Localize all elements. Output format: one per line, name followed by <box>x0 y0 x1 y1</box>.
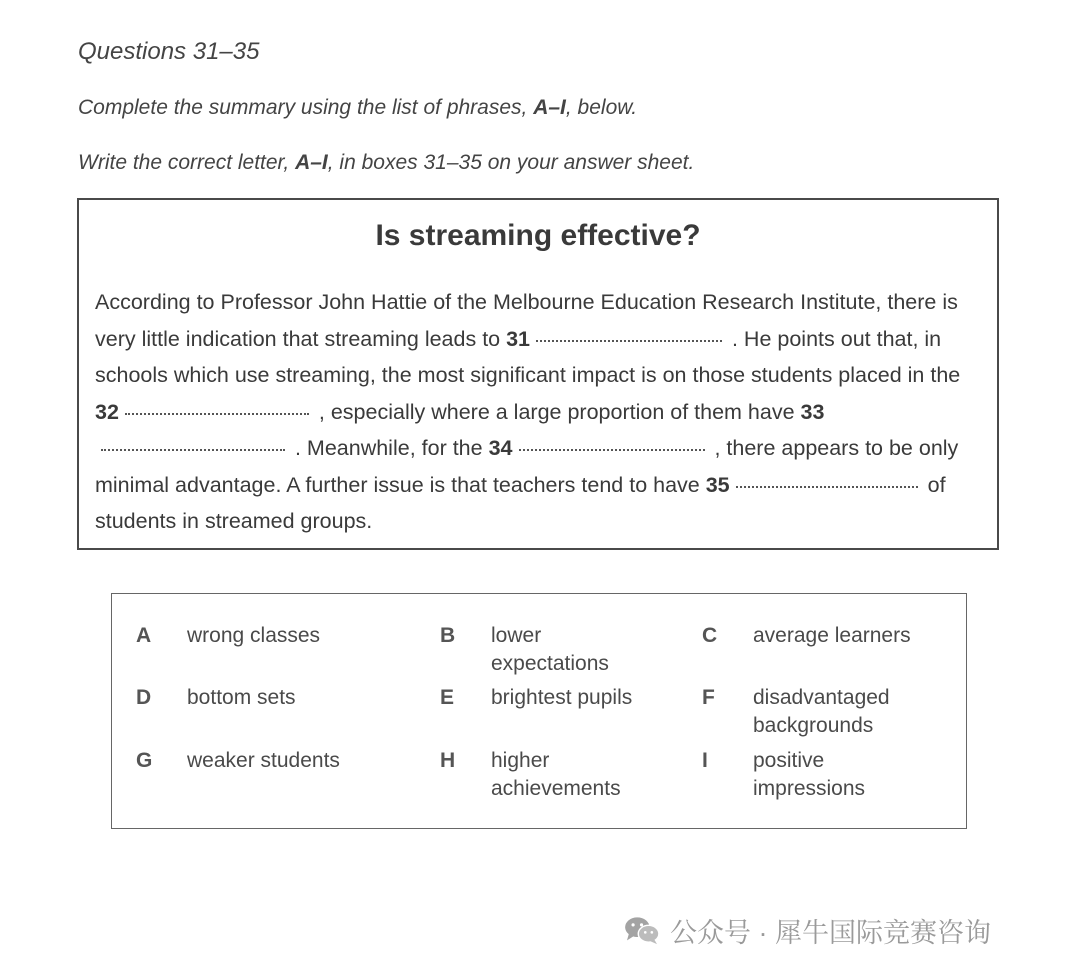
option-letter-a: A <box>136 624 152 647</box>
answer-gap-33 <box>101 449 285 451</box>
question-number-32: 32 <box>95 399 119 424</box>
option-text-g: weaker students <box>187 749 340 772</box>
option-text-i: positive impressions <box>753 749 866 800</box>
phrase-options-box <box>111 593 967 829</box>
questions-heading: Questions 31–35 <box>78 38 260 65</box>
answer-gap-31 <box>536 340 722 342</box>
question-number-33: 33 <box>800 399 825 424</box>
option-text-h: higher achievements <box>491 749 621 800</box>
question-number-34: 34 <box>488 436 513 460</box>
option-letter-g: G <box>136 749 153 772</box>
option-letter-e: E <box>440 686 455 709</box>
option-text-a: wrong classes <box>187 624 321 647</box>
option-text-e: brightest pupils <box>491 686 633 709</box>
question-number-31: 31 <box>506 326 531 351</box>
answer-gap-32 <box>125 413 309 415</box>
option-text-d: bottom sets <box>187 686 296 709</box>
wechat-icon <box>622 915 662 945</box>
instruction-line-2: Write the correct letter, A–I, in boxes 31–35 on your answer sheet. <box>78 151 695 174</box>
summary-paragraph: According to Professor John Hattie of the Melbourne Education Research Institute, there is very little indication that streaming leads to 31 . He points out that, in schools which use streaming, the most significant impact is on those students placed in the 32 , especially where a large proportion of them have 33 . Meanwhile, for the 34 , there appears to be only minimal advantage. A further issue is that teachers tend to have 35 of students in streamed groups. <box>95 290 961 533</box>
option-letter-c: C <box>702 624 718 647</box>
summary-box <box>77 198 999 550</box>
answer-gap-34 <box>519 449 705 451</box>
option-letter-d: D <box>136 686 152 709</box>
option-text-c: average learners <box>753 624 911 647</box>
option-letter-i: I <box>702 749 708 772</box>
option-text-f: disadvantaged backgrounds <box>753 686 890 737</box>
option-letter-b: B <box>440 624 456 647</box>
option-text-b: lower expectations <box>491 624 609 675</box>
option-letter-f: F <box>702 686 715 709</box>
option-letter-h: H <box>440 749 456 772</box>
summary-title: Is streaming effective? <box>375 219 701 252</box>
instruction-line-1: Complete the summary using the list of phrases, A–I, below. <box>78 96 638 119</box>
answer-gap-35 <box>736 486 918 488</box>
watermark-text: 公众号 · 犀牛国际竞赛咨询 <box>670 917 991 948</box>
question-number-35: 35 <box>705 472 730 497</box>
watermark <box>622 912 991 948</box>
